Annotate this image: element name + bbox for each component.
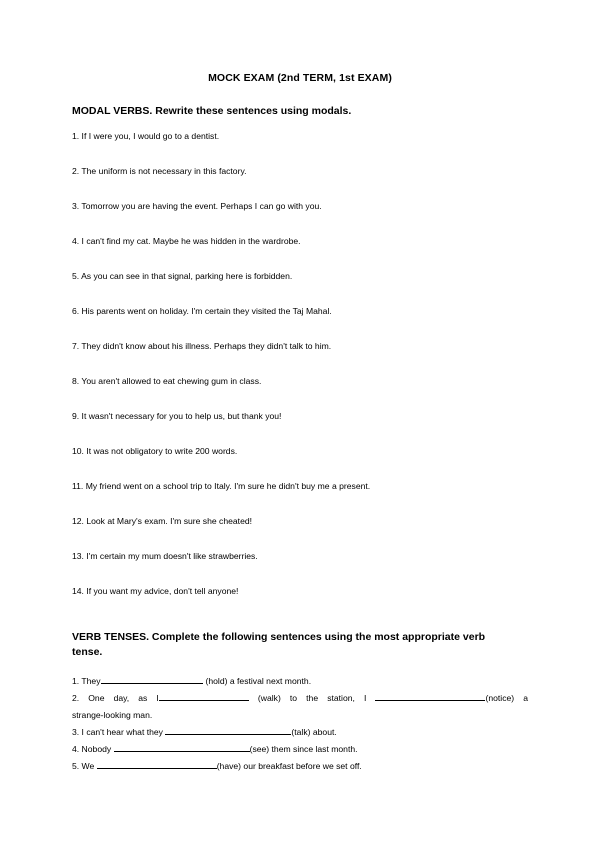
list-item [72, 724, 528, 741]
list-item-continuation [72, 707, 528, 724]
list-item: 13. I'm certain my mum doesn't like strawberries. [72, 551, 258, 561]
answer-blank[interactable] [101, 674, 203, 684]
answer-blank[interactable] [159, 691, 249, 701]
modal-verbs-heading: MODAL VERBS. Rewrite these sentences using modals. [72, 105, 352, 117]
list-item: 5. As you can see in that signal, parking here is forbidden. [72, 271, 293, 281]
list-item: 4. I can't find my cat. Maybe he was hidden in the wardrobe. [72, 236, 301, 246]
list-item: 12. Look at Mary's exam. I'm sure she cheated! [72, 516, 253, 526]
sentence-text: (walk) to the station, I [257, 693, 367, 703]
verb-tenses-list [72, 673, 528, 775]
verb-tenses-heading: VERB TENSES. Complete the following sentences using the most appropriate verb tense. [72, 631, 486, 658]
sentence-text: 3. I can't hear what they [72, 727, 163, 737]
answer-blank[interactable] [114, 742, 250, 752]
list-item [72, 741, 528, 758]
answer-blank[interactable] [165, 725, 291, 735]
list-item: 6. His parents went on holiday. I'm certain they visited the Taj Mahal. [72, 306, 332, 316]
exam-title: MOCK EXAM (2nd TERM, 1st EXAM) [208, 72, 392, 84]
answer-blank[interactable] [97, 759, 217, 769]
list-item: 1. If I were you, I would go to a dentist. [72, 131, 220, 141]
sentence-text: 4. Nobody [72, 744, 112, 754]
answer-blank[interactable] [375, 691, 485, 701]
list-item: 9. It wasn't necessary for you to help us, but thank you! [72, 411, 282, 421]
list-item [72, 758, 528, 775]
sentence-text: 2. One day, as I [72, 693, 159, 703]
list-item: 11. My friend went on a school trip to Italy. I'm sure he didn't buy me a present. [72, 481, 371, 491]
modal-verbs-list [72, 131, 532, 621]
sentence-text: (have) our breakfast before we set off. [216, 761, 362, 771]
list-item: 14. If you want my advice, don't tell anyone! [72, 586, 239, 596]
list-item: 10. It was not obligatory to write 200 words. [72, 446, 238, 456]
list-item: 8. You aren't allowed to eat chewing gum in class. [72, 376, 262, 386]
list-item: 2. The uniform is not necessary in this factory. [72, 166, 247, 176]
sentence-text: (hold) a festival next month. [205, 676, 312, 686]
list-item [72, 690, 528, 707]
sentence-text: (notice) a [485, 693, 529, 703]
sentence-text: 5. We [72, 761, 95, 771]
list-item [72, 673, 528, 690]
sentence-text: (talk) about. [291, 727, 337, 737]
sentence-text: (see) them since last month. [249, 744, 358, 754]
sentence-text: 1. They [72, 676, 101, 686]
list-item: 3. Tomorrow you are having the event. Perhaps I can go with you. [72, 201, 322, 211]
sentence-text: strange-looking man. [72, 710, 153, 720]
list-item: 7. They didn't know about his illness. Perhaps they didn't talk to him. [72, 341, 332, 351]
